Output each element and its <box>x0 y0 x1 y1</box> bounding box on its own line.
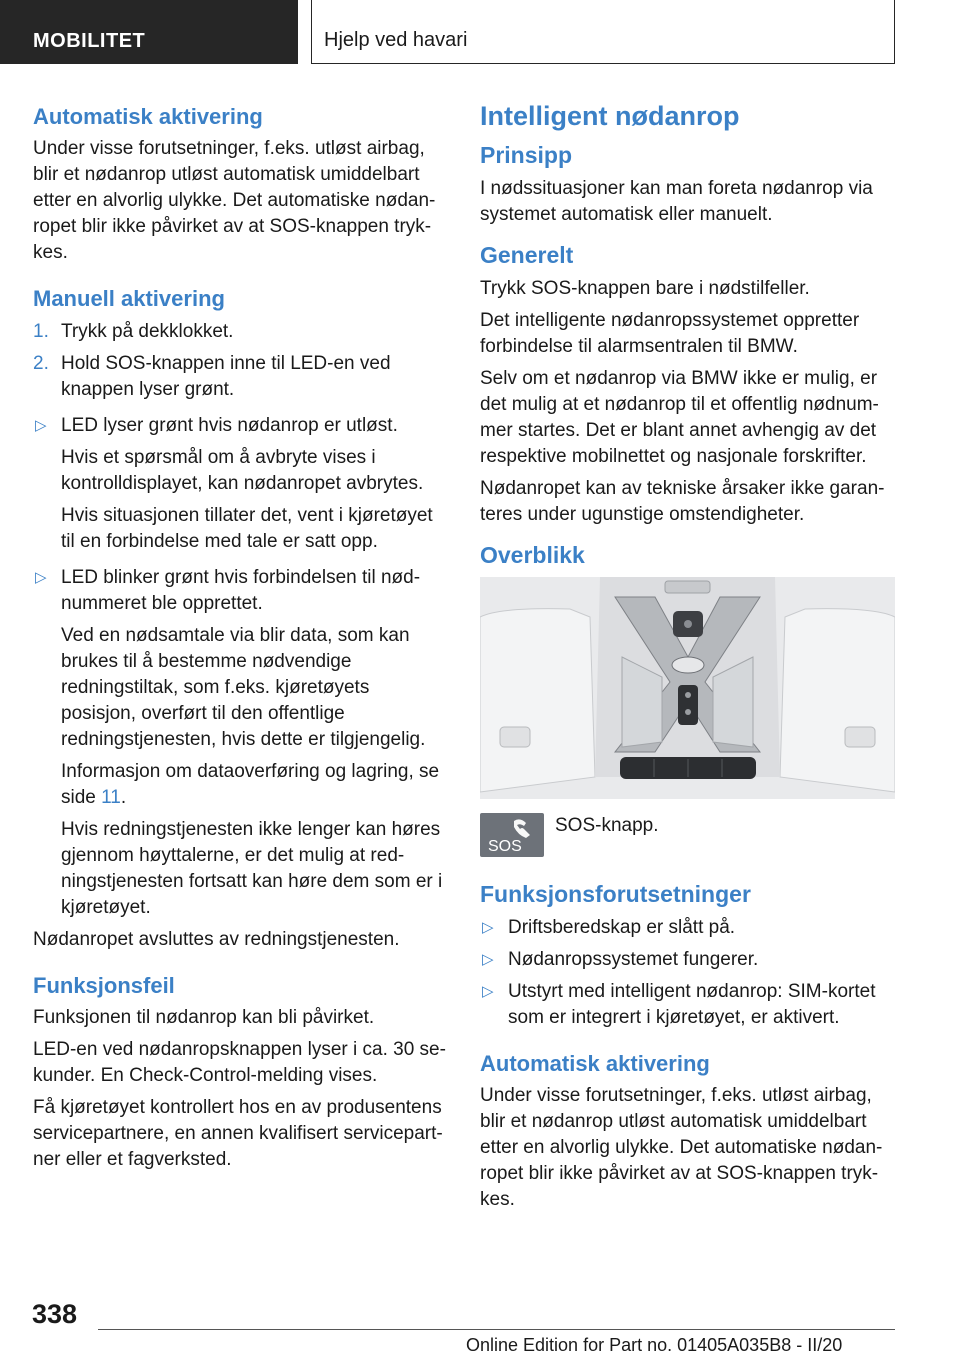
general-text: Trykk SOS-knappen bare i nødstilfeller. <box>480 277 810 299</box>
auto-activation-heading: Automatisk aktivering <box>33 104 263 129</box>
bullet-paragraph <box>33 759 448 811</box>
sos-icon-text: SOS <box>488 838 522 856</box>
step-number: 2. <box>33 352 49 374</box>
condition-text: Nødanropssystemet fungerer. <box>508 948 759 970</box>
triangle-bullet-icon: ▷ <box>482 982 494 1000</box>
principle-heading: Prinsipp <box>480 142 573 169</box>
overhead-console-illustration <box>480 577 895 799</box>
page-reference-link[interactable]: 11 <box>101 786 121 808</box>
chapter-title: Hjelp ved havari <box>311 0 895 64</box>
left-column <box>33 100 448 1179</box>
phone-icon <box>480 813 544 857</box>
bullet-item <box>33 565 448 617</box>
main-heading: Intelligent nødanrop <box>480 101 740 131</box>
page-number: 338 <box>32 1299 78 1329</box>
step-number: 1. <box>33 320 49 342</box>
conditions-heading: Funksjonsforutsetninger <box>480 881 751 908</box>
triangle-bullet-icon: ▷ <box>35 416 47 434</box>
general-text: Det intelligente nødanropssystemet oppretter forbindelse til alarmsentralen til BMW. <box>480 309 860 357</box>
bullet-text: LED blinker grønt hvis forbindelsen til nødnummeret ble opprettet. <box>61 566 421 614</box>
triangle-bullet-icon: ▷ <box>35 568 47 586</box>
triangle-bullet-icon: ▷ <box>482 950 494 968</box>
auto-activation-text: Under visse forutsetninger, f.eks. utløst airbag, blir et nødanrop utløst automatisk umiddelbart etter en alvorlig ulykke. Det automatiske nødanropet blir ikke påvirket av at SOS-knappen trykkes. <box>33 138 436 264</box>
general-text: Nødanropet kan av tekniske årsaker ikke garanteres under ugunstige omstendigheter. <box>480 477 885 525</box>
bullet-paragraph: Ved en nødsamtale via blir data, som kan brukes til å bestemme nødvendige redningstiltak, som f.eks. kjøretøyets posisjon, overført til den offentlige redningstjenesten, hvis dette er tilgjengelig. <box>61 624 426 750</box>
reference-text: Informasjon om dataoverføring og lagring, se side <box>61 760 440 808</box>
fault-text: LED-en ved nødanropsknappen lyser i ca. 30 sekunder. En Check-Control-melding vises. <box>33 1039 446 1087</box>
bullet-item <box>33 413 448 439</box>
condition-text: Driftsberedskap er slått på. <box>508 916 736 938</box>
step-item <box>33 351 448 403</box>
condition-text: Utstyrt med intelligent nødanrop: SIM-kortet som er integrert i kjøretøyet, er aktivert. <box>508 980 876 1028</box>
step-text: Trykk på dekklokket. <box>61 320 234 342</box>
reference-end: . <box>120 786 127 808</box>
general-text: Selv om et nødanrop via BMW ikke er mulig, er det mulig at et nødanrop til et offentlig nødnummer startes. Det er blant annet avhengig av det respektive mobilnettet og nasjonale forskrifter. <box>480 367 879 467</box>
page-header <box>0 0 960 66</box>
sos-button-label: SOS-knapp. <box>555 815 659 837</box>
condition-item <box>480 947 895 973</box>
triangle-bullet-icon: ▷ <box>482 918 494 936</box>
general-heading: Generelt <box>480 241 574 268</box>
bullet-paragraph: Hvis situasjonen tillater det, vent i kjøretøyet til en forbindelse med tale er satt opp. <box>61 504 433 552</box>
sos-button-icon <box>480 813 544 857</box>
end-text: Nødanropet avsluttes av redningstjenesten. <box>33 928 400 950</box>
auto-activation-text-right: Under visse forutsetninger, f.eks. utløst airbag, blir et nødanrop utløst automatisk umiddelbart etter en alvorlig ulykke. Det automatiske nødanropet blir ikke påvirket av at SOS-knappen trykkes. <box>480 1085 883 1211</box>
condition-item <box>480 979 895 1031</box>
sos-legend-row <box>480 813 895 863</box>
fault-text: Få kjøretøyet kontrollert hos en av produsentens servicepartnere, en annen kvalifisert servicepartner eller et fagverksted. <box>33 1097 443 1171</box>
step-text: Hold SOS-knappen inne til LED-en ved knappen lyser grønt. <box>61 352 391 400</box>
right-column <box>480 100 895 1219</box>
bullet-paragraph: Hvis et spørsmål om å avbryte vises i kontrolldisplayet, kan nødanropet avbrytes. <box>61 446 424 494</box>
step-item <box>33 319 448 345</box>
fault-text: Funksjonen til nødanrop kan bli påvirket. <box>33 1007 375 1029</box>
fault-heading: Funksjonsfeil <box>33 972 175 998</box>
overview-heading: Overblikk <box>480 541 585 568</box>
auto-activation-heading-right: Automatisk aktivering <box>480 1050 710 1076</box>
section-tab: MOBILITET <box>0 0 298 64</box>
edition-footer: Online Edition for Part no. 01405A035B8 - II/20 <box>466 1335 843 1355</box>
footer-divider <box>98 1329 895 1330</box>
overhead-console-image <box>480 577 895 799</box>
condition-item <box>480 915 895 941</box>
principle-text: I nødssituasjoner kan man foreta nødanrop via systemet automatisk eller manuelt. <box>480 177 873 225</box>
bullet-text: LED lyser grønt hvis nødanrop er utløst. <box>61 414 398 436</box>
manual-activation-heading: Manuell aktivering <box>33 286 225 312</box>
bullet-paragraph: Hvis redningstjenesten ikke lenger kan høres gjennom høyttalerne, er det mulig at redningstjenesten fortsatt kan høre dem som er i kjøretøyet. <box>61 818 443 918</box>
